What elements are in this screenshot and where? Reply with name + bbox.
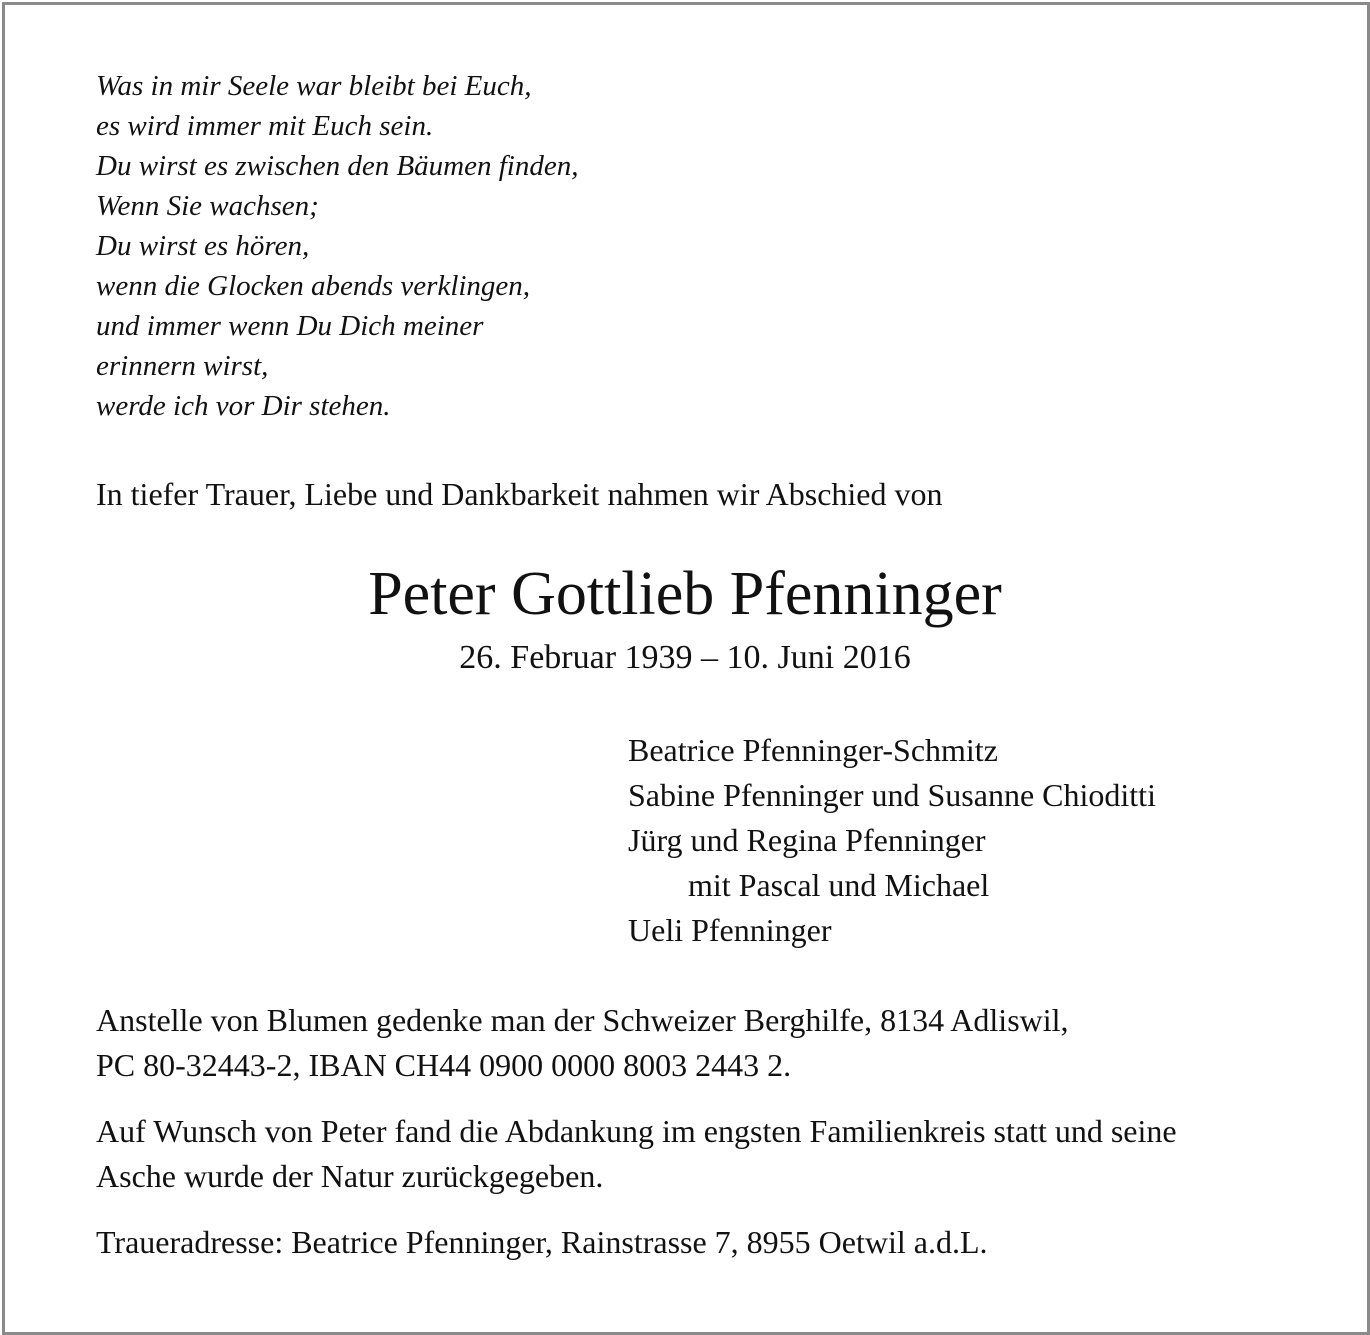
donation-note <box>96 998 1069 1088</box>
poem-line: Du wirst es zwischen den Bäumen finden, <box>96 150 579 182</box>
ceremony-line: Auf Wunsch von Peter fand die Abdankung im engsten Familienkreis statt und seine <box>96 1113 1177 1149</box>
poem-line: und immer wenn Du Dich meiner <box>96 310 484 342</box>
life-dates: 26. Februar 1939 – 10. Juni 2016 <box>459 639 911 676</box>
mourner-name: Sabine Pfenninger und Susanne Chioditti <box>628 777 1156 813</box>
donation-line: Anstelle von Blumen gedenke man der Schweizer Berghilfe, 8134 Adliswil, <box>96 1002 1069 1038</box>
mourner-name: Beatrice Pfenninger-Schmitz <box>628 732 998 768</box>
poem-line: es wird immer mit Euch sein. <box>96 110 434 142</box>
poem-line: Wenn Sie wachsen; <box>96 190 319 222</box>
mourner-name: mit Pascal und Michael <box>688 867 990 903</box>
poem-line: werde ich vor Dir stehen. <box>96 390 391 422</box>
poem-line: erinnern wirst, <box>96 350 269 382</box>
mourner-name: Ueli Pfenninger <box>628 912 832 948</box>
donation-line: PC 80-32443-2, IBAN CH44 0900 0000 8003 2443 2. <box>96 1047 792 1083</box>
poem <box>96 66 578 426</box>
mourners-list <box>628 728 1156 953</box>
intro-text: In tiefer Trauer, Liebe und Dankbarkeit nahmen wir Abschied von <box>96 476 943 512</box>
ceremony-note <box>96 1109 1177 1199</box>
deceased-name: Peter Gottlieb Pfenninger <box>368 560 1002 628</box>
ceremony-line: Asche wurde der Natur zurückgegeben. <box>96 1158 604 1194</box>
mourner-name: Jürg und Regina Pfenninger <box>628 822 986 858</box>
mourning-address: Traueradresse: Beatrice Pfenninger, Rainstrasse 7, 8955 Oetwil a.d.L. <box>96 1224 988 1260</box>
poem-line: Du wirst es hören, <box>96 230 310 262</box>
poem-line: wenn die Glocken abends verklingen, <box>96 270 531 302</box>
poem-line: Was in mir Seele war bleibt bei Euch, <box>96 70 532 102</box>
